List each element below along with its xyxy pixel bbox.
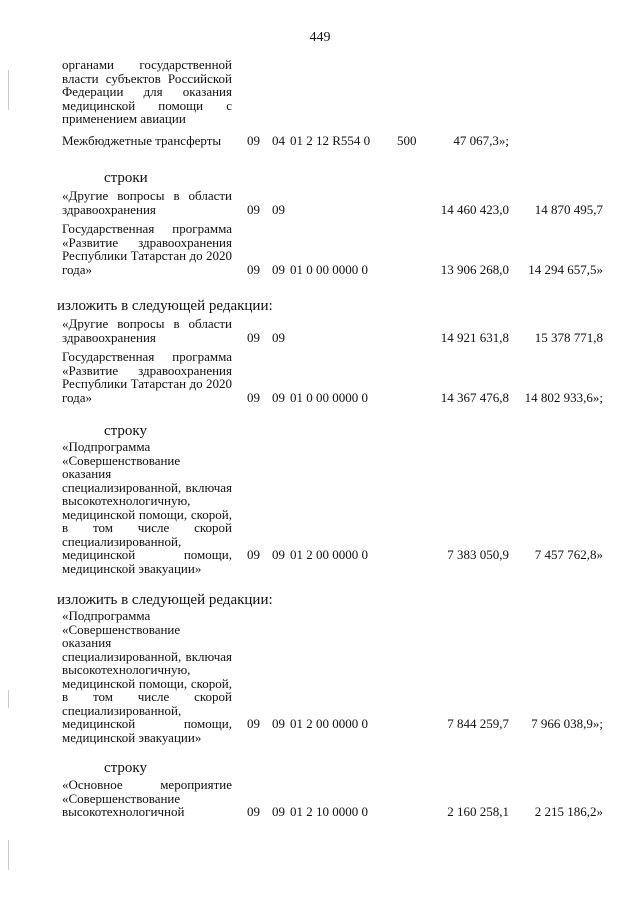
- target-article-code: 01 2 12 R554 0: [290, 133, 371, 148]
- amount-year-2: 14 870 495,7: [534, 201, 603, 217]
- row-title-line: медицинской помощи,: [62, 716, 232, 731]
- row-title-line: года»: [62, 389, 93, 405]
- section-code: 09: [247, 201, 260, 217]
- row-title-line: года»: [62, 261, 93, 277]
- amendment-heading: изложить в следующей редакции:: [57, 298, 273, 314]
- row-title-line: «Подпрограмма: [62, 608, 151, 623]
- row-title: [62, 222, 232, 276]
- row-title-line: «Подпрограмма: [62, 439, 151, 454]
- row-title-line: Государственная программа: [62, 221, 232, 236]
- row-title-line: применением авиации: [62, 111, 186, 126]
- row-title-line: высокотехнологичную,: [62, 493, 191, 508]
- row-title-line: медицинской эвакуации»: [62, 560, 202, 576]
- section-code: 09: [247, 329, 260, 345]
- row-title-line: «Другие вопросы в области: [62, 316, 232, 331]
- row-title: [62, 440, 232, 575]
- row-title-line: «Другие вопросы в области: [62, 188, 232, 203]
- section-code: 09: [247, 716, 260, 731]
- table-row: [0, 134, 640, 148]
- target-article-code: 01 2 00 0000 0: [290, 547, 368, 562]
- row-title-line: медицинской помощи с: [62, 97, 232, 113]
- subsection-code: 09: [272, 547, 285, 562]
- row-title: [62, 778, 232, 819]
- row-title-line: специализированной, включая: [62, 479, 232, 495]
- target-article-code: 01 0 00 0000 0: [290, 389, 368, 405]
- amendment-heading: строку: [104, 423, 147, 439]
- amount-year-1: 14 460 423,0: [440, 201, 509, 217]
- target-article-code: 01 2 10 0000 0: [290, 804, 368, 819]
- row-title-line: здравоохранения: [62, 329, 156, 345]
- row-title: [62, 134, 232, 148]
- section-code: 09: [247, 133, 260, 148]
- target-article-code: 01 0 00 0000 0: [290, 261, 368, 277]
- table-row: [0, 317, 640, 344]
- amendment-heading: изложить в следующей редакции:: [57, 592, 273, 608]
- row-title-line: Республики Татарстан до 2020: [62, 376, 232, 391]
- row-title-line: Республики Татарстан до 2020: [62, 248, 232, 263]
- row-title-line: «Совершенствование: [62, 790, 181, 806]
- table-row: [0, 350, 640, 404]
- row-title: [62, 350, 232, 404]
- row-title-line: «Развитие здравоохранения: [62, 234, 232, 250]
- section-code: 09: [247, 547, 260, 562]
- row-title: [62, 58, 232, 126]
- amount-year-2: 14 802 933,6»;: [524, 389, 603, 405]
- row-title-line: медицинской помощи,: [62, 547, 232, 562]
- row-title-line: специализированной,: [62, 702, 182, 718]
- row-title-line: здравоохранения: [62, 201, 156, 217]
- amount-year-1: 47 067,3»;: [453, 133, 509, 148]
- scan-edge-mark: [8, 840, 9, 870]
- row-title-line: «Совершенствование оказания: [62, 452, 181, 481]
- expense-type-code: 500: [397, 133, 417, 148]
- table-row: [0, 189, 640, 216]
- amount-year-2: 2 215 186,2»: [534, 804, 603, 819]
- row-title-line: медицинской эвакуации»: [62, 729, 202, 745]
- amount-year-1: 14 367 476,8: [440, 389, 509, 405]
- target-article-code: 01 2 00 0000 0: [290, 716, 368, 731]
- section-code: 09: [247, 804, 260, 819]
- row-title-line: в том числе скорой: [62, 520, 232, 535]
- amendment-heading: строки: [104, 170, 148, 186]
- row-title-line: Государственная программа: [62, 349, 232, 364]
- row-title: [62, 609, 232, 744]
- section-code: 09: [247, 261, 260, 277]
- row-title-line: власти субъектов Российской: [62, 70, 232, 86]
- amount-year-1: 2 160 258,1: [447, 804, 509, 819]
- row-title-line: специализированной,: [62, 533, 182, 549]
- amount-year-2: 7 966 038,9»;: [531, 716, 603, 731]
- row-title-line: «Развитие здравоохранения: [62, 362, 232, 378]
- row-title-line: специализированной, включая: [62, 648, 232, 664]
- subsection-code: 09: [272, 716, 285, 731]
- subsection-code: 09: [272, 389, 285, 405]
- row-title: [62, 317, 232, 344]
- row-title: [62, 189, 232, 216]
- subsection-code: 09: [272, 329, 285, 345]
- row-title-line: «Основное мероприятие: [62, 777, 232, 792]
- table-row: [0, 608, 640, 745]
- subsection-code: 09: [272, 804, 285, 819]
- amendment-heading: строку: [104, 760, 147, 776]
- row-title-line: Межбюджетные трансферты: [62, 133, 222, 148]
- row-title-line: высокотехнологичную,: [62, 662, 191, 677]
- amount-year-1: 14 921 631,8: [440, 329, 509, 345]
- amount-year-2: 7 457 762,8»: [534, 547, 603, 562]
- page-number: 449: [309, 30, 331, 45]
- row-title-line: медицинской помощи, скорой,: [62, 506, 232, 522]
- table-row: [0, 58, 640, 126]
- row-title-line: медицинской помощи, скорой,: [62, 675, 232, 691]
- amount-year-2: 15 378 771,8: [534, 329, 603, 345]
- amount-year-1: 7 844 259,7: [447, 716, 509, 731]
- amount-year-1: 13 906 268,0: [440, 261, 509, 277]
- table-row: [0, 222, 640, 276]
- amount-year-2: 14 294 657,5»: [528, 261, 603, 277]
- row-title-line: «Совершенствование оказания: [62, 621, 181, 650]
- amount-year-1: 7 383 050,9: [447, 547, 509, 562]
- table-row: [0, 439, 640, 576]
- table-row: [0, 778, 640, 819]
- row-title-line: органами государственной: [62, 57, 232, 72]
- section-code: 09: [247, 389, 260, 405]
- row-title-line: высокотехнологичной: [62, 804, 185, 819]
- row-title-line: Федерации для оказания: [62, 84, 232, 99]
- subsection-code: 09: [272, 261, 285, 277]
- subsection-code: 04: [272, 133, 285, 148]
- row-title-line: в том числе скорой: [62, 689, 232, 704]
- subsection-code: 09: [272, 201, 285, 217]
